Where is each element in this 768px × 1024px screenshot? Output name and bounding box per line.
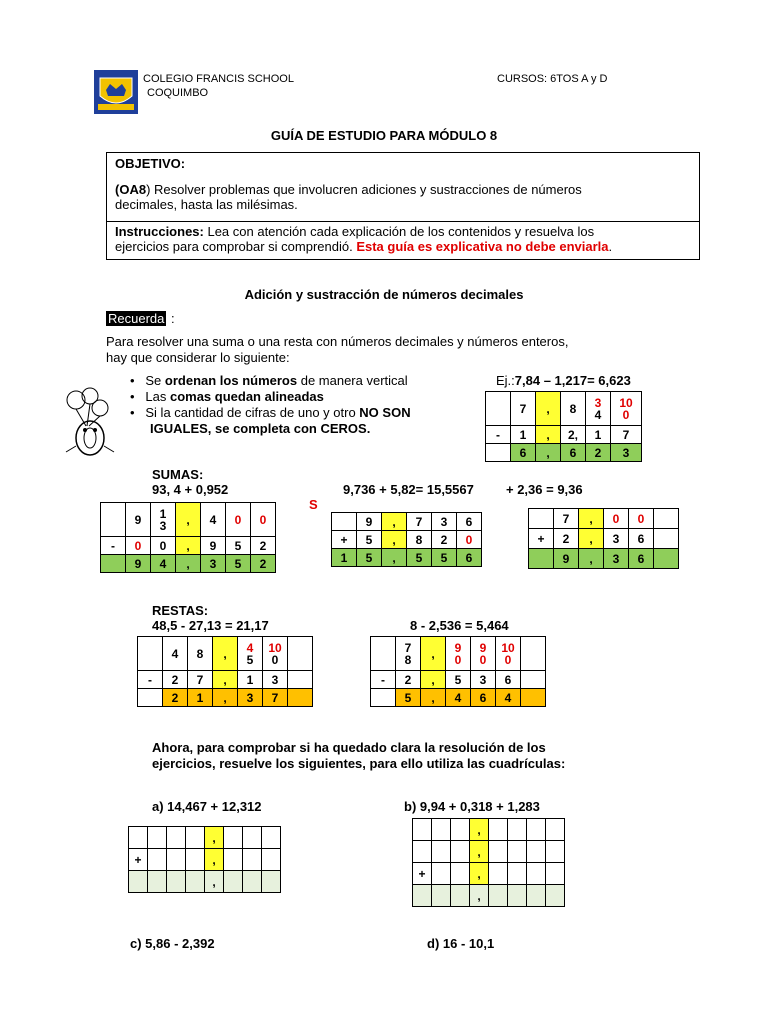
recuerda-label: Recuerda [108, 311, 165, 326]
intro-line-2: hay que considerar lo siguiente: [106, 350, 290, 365]
suma-1-grid: 9 1 3 , 4 0 0 - 0 0 , 9 5 2 9 4 , 3 5 2 [100, 502, 276, 573]
bullet-3-line2: IGUALES, se completa con CEROS. [150, 421, 371, 436]
intro-line-1: Para resolver una suma o una resta con números decimales y números enteros, [106, 334, 569, 349]
resta-2-grid: 7 8 , 9 0 9 0 10 0 - 2 , 5 3 6 5 , 4 6 4 [370, 636, 546, 707]
suma-3-expression: + 2,36 = 9,36 [506, 482, 583, 497]
exercise-a-label: a) 14,467 + 12,312 [152, 799, 262, 814]
practice-intro-1: Ahora, para comprobar si ha quedado clara la resolución de los [152, 740, 546, 755]
bullet-2: • Las comas quedan alineadas [130, 389, 324, 404]
instructions-1: Instrucciones: Lea con atención cada explicación de los contenidos y resuelva los [115, 224, 595, 239]
restas-label: RESTAS: [152, 603, 209, 618]
instructions-2: ejercicios para comprobar si comprendió. Esta guía es explicativa no debe enviarla. [115, 239, 613, 254]
exercise-b-label: b) 9,94 + 0,318 + 1,283 [404, 799, 540, 814]
example-expression: Ej.:7,84 – 1,217= 6,623 [496, 373, 631, 388]
bullet-1: • Se ordenan los números de manera vertical [130, 373, 408, 388]
suma-3-grid: 7 , 0 0 + 2 , 3 6 9 , 3 6 [528, 508, 679, 569]
red-s-mark: S [309, 497, 318, 512]
exercise-d-label: d) 16 - 10,1 [427, 936, 495, 951]
suma-1-expression: 93, 4 + 0,952 [152, 482, 229, 497]
sumas-label: SUMAS: [152, 467, 204, 482]
objective-box [106, 152, 700, 260]
school-logo [94, 70, 138, 114]
school-city: COQUIMBO [147, 87, 209, 99]
cartoon-balloons-icon [54, 386, 124, 458]
bullet-3: • Si la cantidad de cifras de uno y otro NO SON [130, 405, 411, 420]
exercise-a-grid[interactable]: , + , , [128, 826, 281, 893]
objective-text-2: decimales, hasta las milésimas. [115, 197, 298, 212]
practice-intro-2: ejercicios, resuelve los siguientes, para ello utiliza las cuadrículas: [152, 756, 566, 771]
recuerda-colon: : [171, 311, 175, 326]
suma-2-expression: 9,736 + 5,82= 15,5567 [343, 482, 474, 497]
objective-label: OBJETIVO: [115, 156, 186, 171]
courses-label: CURSOS: 6TOS A y D [497, 73, 608, 85]
exercise-c-label: c) 5,86 - 2,392 [130, 936, 215, 951]
resta-1-expression: 48,5 - 27,13 = 21,17 [152, 618, 269, 633]
resta-2-expression: 8 - 2,536 = 5,464 [410, 618, 509, 633]
page-title: GUÍA DE ESTUDIO PARA MÓDULO 8 [270, 128, 498, 143]
section-title: Adición y sustracción de números decimales [244, 287, 524, 302]
objective-text-1: (OA8) Resolver problemas que involucren adiciones y sustracciones de números [115, 182, 582, 197]
suma-2-grid: 9 , 7 3 6 + 5 , 8 2 0 1 5 , 5 5 6 [331, 512, 482, 567]
example-grid: 7 , 8 3 4 10 0 - 1 , 2, 1 7 6 , 6 2 3 [485, 391, 642, 462]
resta-1-grid: 4 8 , 4 5 10 0 - 2 7 , 1 3 2 1 , 3 7 [137, 636, 313, 707]
divider [107, 221, 699, 222]
exercise-b-grid[interactable]: , , + , , [412, 818, 565, 907]
school-name: COLEGIO FRANCIS SCHOOL [143, 73, 294, 85]
